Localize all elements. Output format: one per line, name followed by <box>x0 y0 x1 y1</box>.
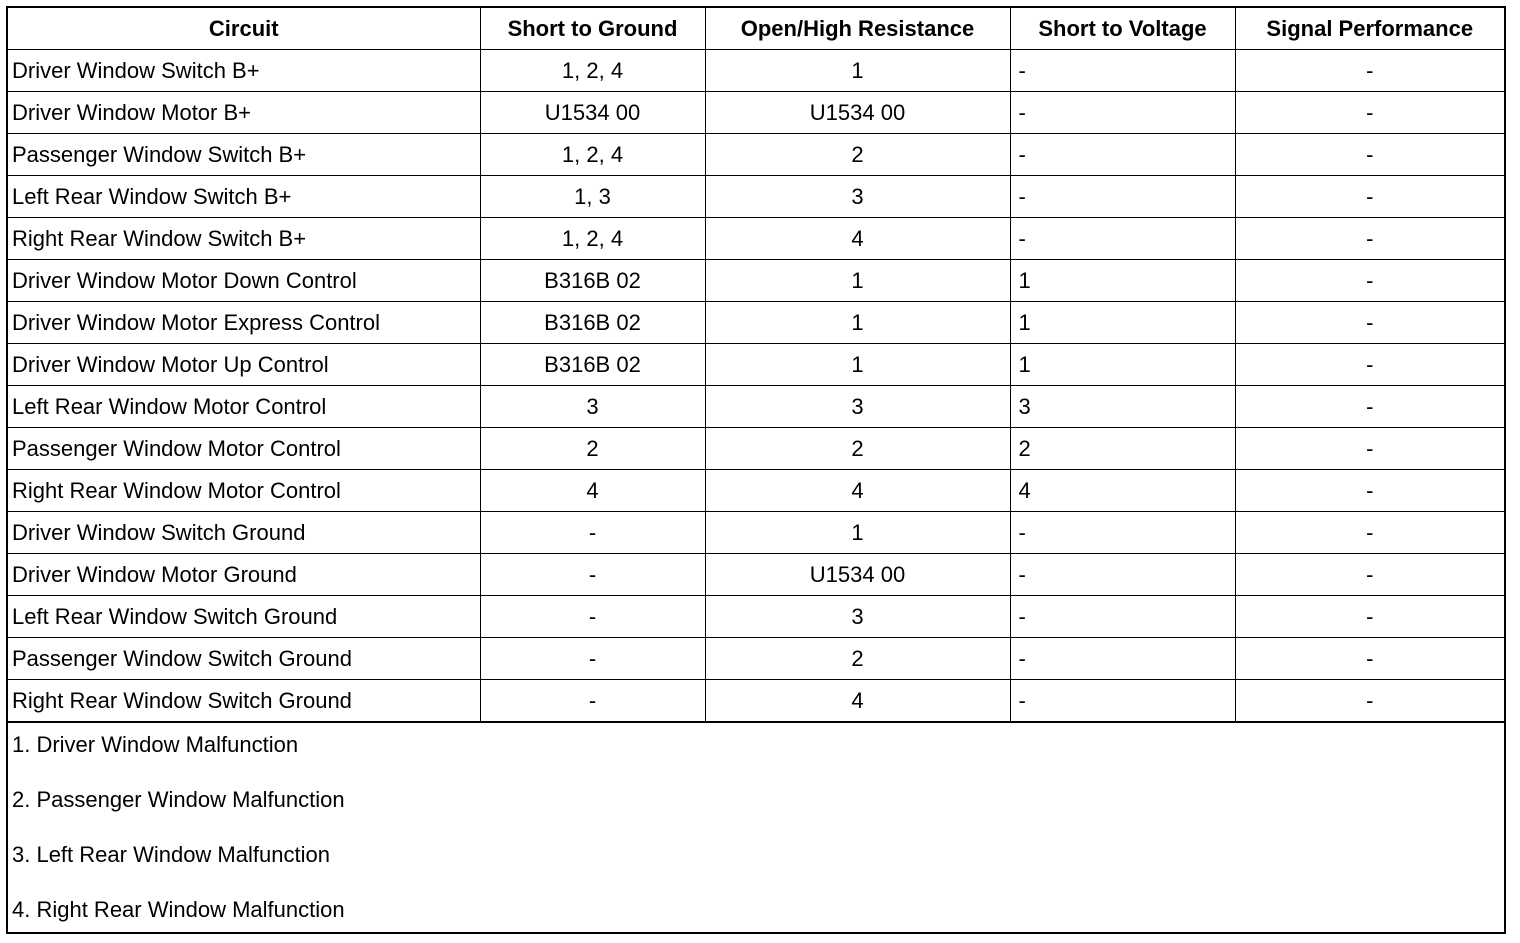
cell-signal-performance: - <box>1235 260 1504 302</box>
cell-circuit: Right Rear Window Switch B+ <box>8 218 480 260</box>
table-row <box>8 638 1504 680</box>
cell-signal-performance: - <box>1235 134 1504 176</box>
table-row <box>8 218 1504 260</box>
cell-short-to-ground: 1, 2, 4 <box>480 50 705 92</box>
table-header-row <box>8 8 1504 50</box>
header-open-high-resistance: Open/High Resistance <box>705 8 1010 50</box>
footnote-item: 4. Right Rear Window Malfunction <box>12 897 345 922</box>
cell-circuit: Right Rear Window Motor Control <box>8 470 480 512</box>
cell-short-to-voltage: - <box>1010 92 1235 134</box>
cell-short-to-ground: B316B 02 <box>480 344 705 386</box>
cell-short-to-voltage: - <box>1010 50 1235 92</box>
cell-circuit: Left Rear Window Switch Ground <box>8 596 480 638</box>
table-row <box>8 554 1504 596</box>
footnotes <box>8 722 1504 943</box>
cell-open-high-resistance: 4 <box>705 218 1010 260</box>
cell-short-to-voltage: - <box>1010 134 1235 176</box>
cell-short-to-ground: - <box>480 554 705 596</box>
cell-circuit: Driver Window Motor Down Control <box>8 260 480 302</box>
header-signal-performance: Signal Performance <box>1235 8 1504 50</box>
cell-circuit: Passenger Window Motor Control <box>8 428 480 470</box>
cell-short-to-voltage: - <box>1010 638 1235 680</box>
cell-circuit: Driver Window Switch B+ <box>8 50 480 92</box>
cell-signal-performance: - <box>1235 92 1504 134</box>
table-row <box>8 428 1504 470</box>
cell-open-high-resistance: 1 <box>705 512 1010 554</box>
cell-short-to-voltage: 2 <box>1010 428 1235 470</box>
cell-signal-performance: - <box>1235 344 1504 386</box>
cell-short-to-voltage: 1 <box>1010 344 1235 386</box>
cell-short-to-ground: 2 <box>480 428 705 470</box>
cell-short-to-voltage: - <box>1010 596 1235 638</box>
cell-open-high-resistance: 1 <box>705 302 1010 344</box>
cell-short-to-voltage: - <box>1010 176 1235 218</box>
table-row <box>8 50 1504 92</box>
fault-table-document <box>6 6 1506 934</box>
table-row <box>8 176 1504 218</box>
cell-signal-performance: - <box>1235 554 1504 596</box>
footnote-item: 3. Left Rear Window Malfunction <box>12 842 330 867</box>
cell-short-to-voltage: 1 <box>1010 302 1235 344</box>
cell-short-to-ground: - <box>480 512 705 554</box>
header-short-to-ground: Short to Ground <box>480 8 705 50</box>
circuit-fault-table <box>8 8 1504 722</box>
cell-signal-performance: - <box>1235 638 1504 680</box>
cell-short-to-voltage: - <box>1010 554 1235 596</box>
cell-signal-performance: - <box>1235 50 1504 92</box>
cell-signal-performance: - <box>1235 680 1504 722</box>
cell-short-to-ground: 4 <box>480 470 705 512</box>
cell-circuit: Driver Window Motor Express Control <box>8 302 480 344</box>
cell-circuit: Passenger Window Switch B+ <box>8 134 480 176</box>
table-row <box>8 260 1504 302</box>
cell-open-high-resistance: 1 <box>705 260 1010 302</box>
cell-signal-performance: - <box>1235 428 1504 470</box>
cell-circuit: Driver Window Motor Ground <box>8 554 480 596</box>
footnote-item: 1. Driver Window Malfunction <box>12 732 299 757</box>
table-row <box>8 134 1504 176</box>
cell-short-to-voltage: - <box>1010 218 1235 260</box>
table-body <box>8 50 1504 722</box>
cell-circuit: Left Rear Window Motor Control <box>8 386 480 428</box>
cell-short-to-ground: - <box>480 638 705 680</box>
cell-signal-performance: - <box>1235 512 1504 554</box>
table-row <box>8 92 1504 134</box>
cell-short-to-ground: - <box>480 680 705 722</box>
cell-signal-performance: - <box>1235 176 1504 218</box>
cell-short-to-ground: 1, 2, 4 <box>480 218 705 260</box>
cell-open-high-resistance: 3 <box>705 596 1010 638</box>
cell-short-to-voltage: - <box>1010 680 1235 722</box>
cell-open-high-resistance: 3 <box>705 386 1010 428</box>
cell-signal-performance: - <box>1235 302 1504 344</box>
table-row <box>8 512 1504 554</box>
table-row <box>8 680 1504 722</box>
cell-short-to-ground: - <box>480 596 705 638</box>
table-row <box>8 344 1504 386</box>
table-row <box>8 386 1504 428</box>
cell-short-to-ground: B316B 02 <box>480 302 705 344</box>
table-row <box>8 596 1504 638</box>
header-short-to-voltage: Short to Voltage <box>1010 8 1235 50</box>
cell-circuit: Left Rear Window Switch B+ <box>8 176 480 218</box>
cell-open-high-resistance: 4 <box>705 680 1010 722</box>
cell-short-to-ground: 1, 2, 4 <box>480 134 705 176</box>
cell-open-high-resistance: 1 <box>705 50 1010 92</box>
cell-circuit: Driver Window Motor Up Control <box>8 344 480 386</box>
cell-short-to-voltage: 1 <box>1010 260 1235 302</box>
cell-open-high-resistance: 2 <box>705 638 1010 680</box>
cell-signal-performance: - <box>1235 596 1504 638</box>
cell-short-to-voltage: 3 <box>1010 386 1235 428</box>
cell-open-high-resistance: U1534 00 <box>705 92 1010 134</box>
table-row <box>8 302 1504 344</box>
cell-open-high-resistance: 2 <box>705 134 1010 176</box>
cell-open-high-resistance: U1534 00 <box>705 554 1010 596</box>
cell-signal-performance: - <box>1235 386 1504 428</box>
cell-open-high-resistance: 1 <box>705 344 1010 386</box>
header-circuit: Circuit <box>8 8 480 50</box>
cell-short-to-ground: 1, 3 <box>480 176 705 218</box>
cell-short-to-ground: B316B 02 <box>480 260 705 302</box>
table-row <box>8 470 1504 512</box>
cell-open-high-resistance: 2 <box>705 428 1010 470</box>
cell-open-high-resistance: 4 <box>705 470 1010 512</box>
cell-short-to-ground: 3 <box>480 386 705 428</box>
footnote-item: 2. Passenger Window Malfunction <box>12 787 345 812</box>
cell-short-to-ground: U1534 00 <box>480 92 705 134</box>
cell-short-to-voltage: 4 <box>1010 470 1235 512</box>
cell-signal-performance: - <box>1235 470 1504 512</box>
cell-open-high-resistance: 3 <box>705 176 1010 218</box>
cell-short-to-voltage: - <box>1010 512 1235 554</box>
cell-signal-performance: - <box>1235 218 1504 260</box>
cell-circuit: Passenger Window Switch Ground <box>8 638 480 680</box>
cell-circuit: Right Rear Window Switch Ground <box>8 680 480 722</box>
cell-circuit: Driver Window Motor B+ <box>8 92 480 134</box>
cell-circuit: Driver Window Switch Ground <box>8 512 480 554</box>
